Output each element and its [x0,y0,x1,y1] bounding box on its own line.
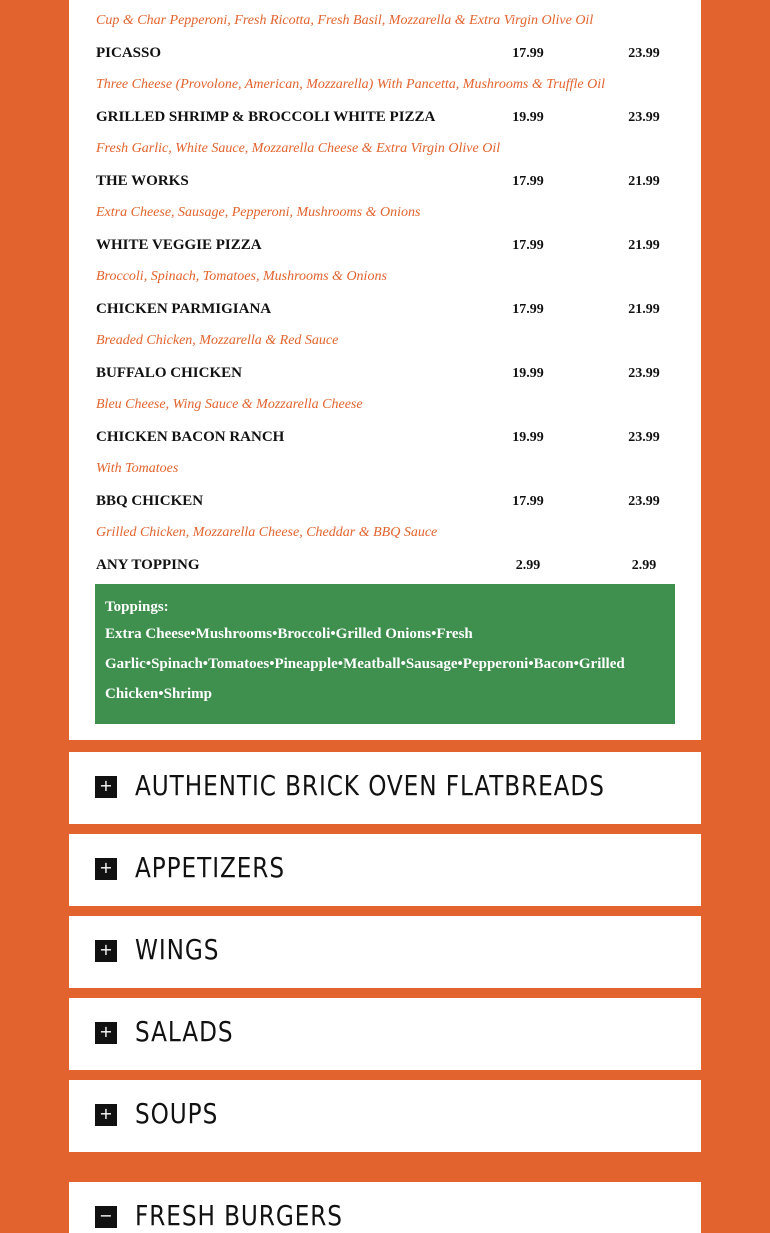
section-title[interactable]: SALADS [135,1015,234,1048]
topping-separator: • [400,656,406,672]
price-small: 2.99 [515,558,541,573]
menu-item-picasso [96,45,660,67]
item-description: Three Cheese (Provolone, American, Mozzarella) With Pancetta, Mushrooms & Truffle Oil [96,77,605,92]
section-title[interactable]: FRESH BURGERS [135,1199,343,1232]
section-title[interactable]: WINGS [135,933,220,966]
menu-item-description [96,141,656,163]
section-title[interactable]: AUTHENTIC BRICK OVEN FLATBREADS [135,769,605,802]
topping-separator: • [158,686,164,702]
topping-item: Spinach [151,656,203,672]
topping-separator: • [573,656,579,672]
topping-separator: • [330,626,336,642]
topping-separator: • [431,626,437,642]
item-name: ANY TOPPING [96,557,200,573]
menu-item-grilled-shrimp-broccoli [96,109,660,131]
toppings-box [95,584,675,724]
topping-item: Bacon [533,656,574,672]
topping-item: Shrimp [163,686,212,702]
item-name: CHICKEN PARMIGIANA [96,301,272,317]
menu-item-bbq-chicken [96,493,660,515]
item-description: Grilled Chicken, Mozzarella Cheese, Cheddar & BBQ Sauce [96,525,438,540]
price-small: 19.99 [512,366,544,381]
item-description: Broccoli, Spinach, Tomatoes, Mushrooms & Onions [96,269,387,284]
topping-item: Meatball [343,656,401,672]
topping-separator: • [272,626,278,642]
topping-item: Tomatoes [208,656,270,672]
pizza-menu-panel [69,0,701,740]
section-wings[interactable] [69,916,701,988]
menu-item-chicken-parmigiana [96,301,660,323]
item-description: Cup & Char Pepperoni, Fresh Ricotta, Fresh Basil, Mozzarella & Extra Virgin Olive Oil [96,13,594,28]
price-large: 23.99 [628,430,660,445]
topping-item: Mushrooms [195,626,273,642]
price-small: 17.99 [512,494,544,509]
menu-item-description [96,13,656,35]
price-small: 19.99 [512,110,544,125]
price-small: 17.99 [512,238,544,253]
topping-separator: • [190,626,196,642]
topping-separator: • [457,656,463,672]
price-large: 23.99 [628,494,660,509]
topping-separator: • [269,656,275,672]
price-large: 21.99 [628,174,660,189]
price-large: 21.99 [628,238,660,253]
toppings-list [105,619,665,709]
topping-item: Pepperoni [462,656,529,672]
menu-item-description [96,397,656,419]
price-large: 2.99 [631,558,657,573]
price-small: 17.99 [512,174,544,189]
minus-icon[interactable]: − [95,1206,117,1228]
topping-item: Fresh Garlic [105,626,473,672]
item-description: Extra Cheese, Sausage, Pepperoni, Mushrooms & Onions [96,205,421,220]
section-salads[interactable] [69,998,701,1070]
menu-item-white-veggie [96,237,660,259]
plus-icon[interactable]: + [95,776,117,798]
plus-icon[interactable]: + [95,1104,117,1126]
price-large: 23.99 [628,366,660,381]
topping-separator: • [145,656,152,672]
item-description: Breaded Chicken, Mozzarella & Red Sauce [96,333,339,348]
menu-item-description [96,269,656,291]
menu-item-description [96,205,656,227]
topping-item: Broccoli [277,626,331,642]
price-small: 19.99 [512,430,544,445]
item-name: GRILLED SHRIMP & BROCCOLI WHITE PIZZA [96,109,436,125]
price-small: 17.99 [512,302,544,317]
menu-item-description [96,333,656,355]
menu-item-any-topping [96,557,656,579]
item-name: CHICKEN BACON RANCH [96,429,285,445]
topping-item: Pineapple [274,656,338,672]
menu-item-chicken-bacon-ranch [96,429,660,451]
plus-icon[interactable]: + [95,1022,117,1044]
section-title[interactable]: APPETIZERS [135,851,285,884]
menu-item-description [96,461,656,483]
topping-separator: • [528,656,534,672]
item-description: Bleu Cheese, Wing Sauce & Mozzarella Cheese [96,397,363,412]
item-name: BUFFALO CHICKEN [96,365,242,381]
topping-item: Grilled Onions [335,626,432,642]
price-large: 21.99 [628,302,660,317]
price-small: 17.99 [512,46,544,61]
topping-item: Extra Cheese [105,626,191,642]
section-fresh-burgers[interactable] [69,1182,701,1233]
item-name: WHITE VEGGIE PIZZA [96,237,262,253]
price-large: 23.99 [628,46,660,61]
topping-separator: • [202,656,209,672]
topping-item: Grilled Chicken [105,656,625,702]
section-soups[interactable] [69,1080,701,1152]
section-title[interactable]: SOUPS [135,1097,219,1130]
menu-item-buffalo-chicken [96,365,660,387]
item-description: Fresh Garlic, White Sauce, Mozzarella Cheese & Extra Virgin Olive Oil [96,141,501,156]
plus-icon[interactable]: + [95,940,117,962]
section-flatbreads[interactable] [69,752,701,824]
item-name: PICASSO [96,45,162,61]
price-large: 23.99 [628,110,660,125]
menu-item-description [96,77,656,99]
item-description: With Tomatoes [96,461,179,476]
item-name: BBQ CHICKEN [96,493,204,509]
topping-item: Sausage [405,656,458,672]
menu-item-description [96,525,656,547]
topping-separator: • [337,656,344,672]
toppings-title: Toppings: [105,599,169,615]
plus-icon[interactable]: + [95,858,117,880]
menu-item-the-works [96,173,660,195]
section-appetizers[interactable] [69,834,701,906]
item-name: THE WORKS [96,173,189,189]
